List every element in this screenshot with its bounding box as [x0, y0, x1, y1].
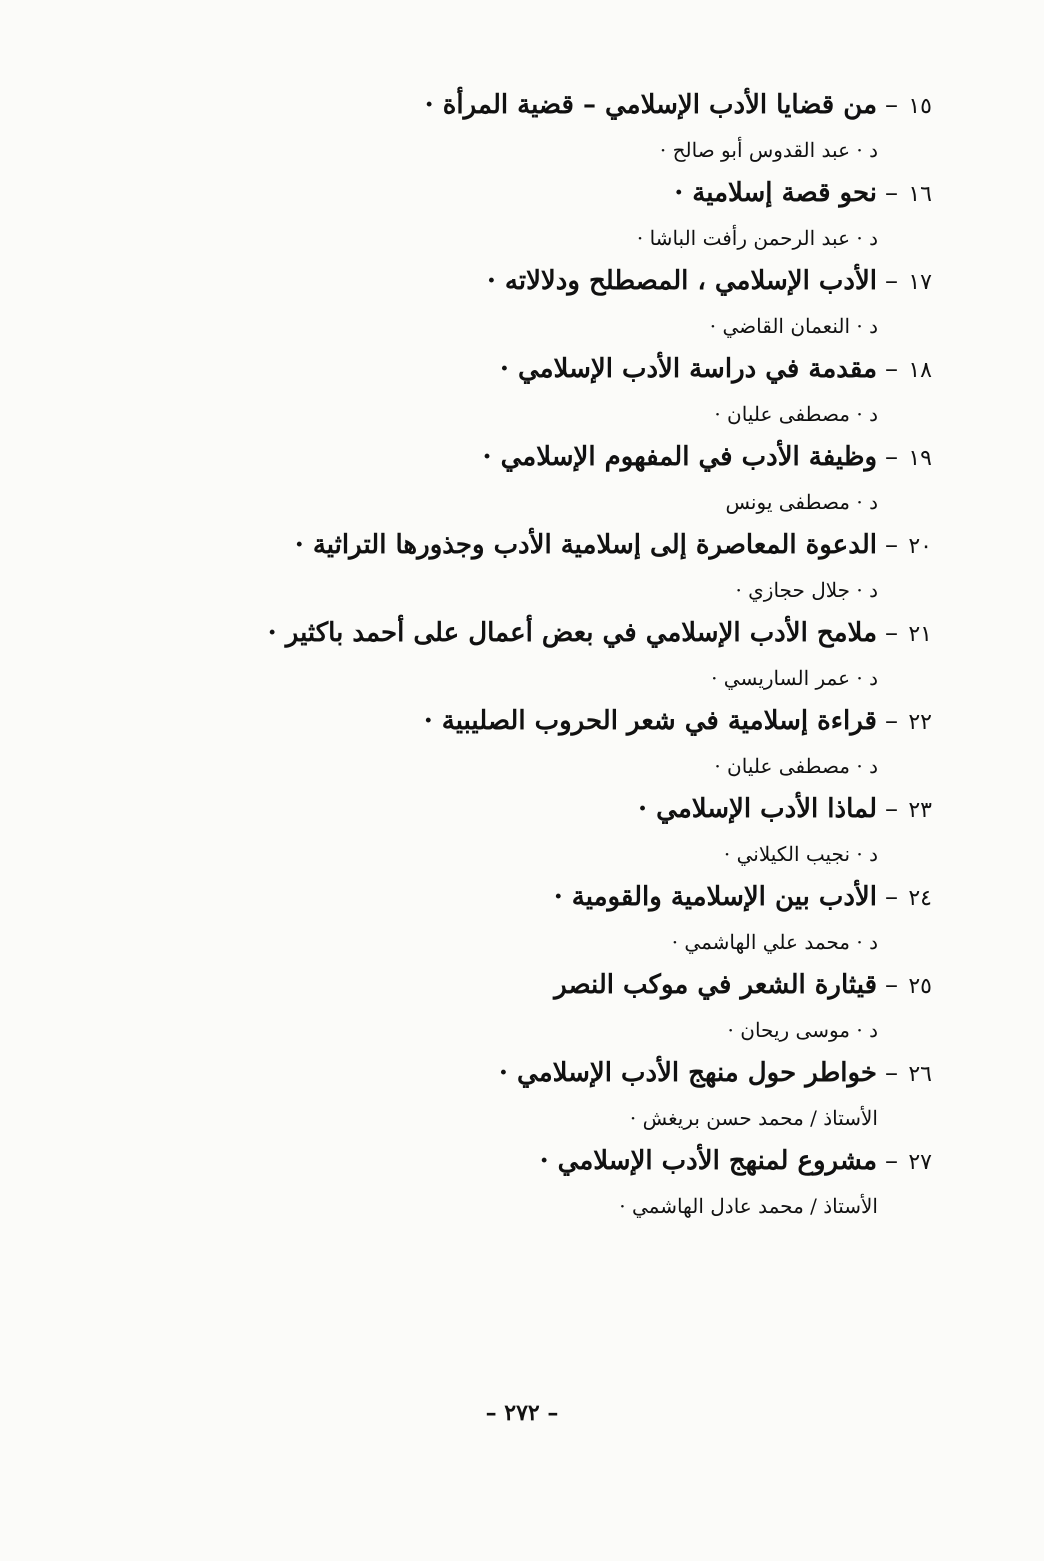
- list-item: [172, 436, 932, 524]
- list-item: [172, 700, 932, 788]
- entry-number: ٢٣: [908, 798, 932, 823]
- entry-number: ١٧: [908, 270, 932, 295]
- entry-title: وظيفة الأدب في المفهوم الإسلامي ·: [482, 442, 877, 472]
- entry-author: الأستاذ / محمد حسن بريغش ·: [629, 1106, 878, 1130]
- entry-number: ١٦: [908, 182, 932, 207]
- entry-number: ١٥: [908, 94, 932, 119]
- entry-number: ٢٧: [908, 1150, 932, 1175]
- list-item: [172, 260, 932, 348]
- list-item: [172, 348, 932, 436]
- entry-number: ١٨: [908, 358, 932, 383]
- entry-dash: –: [885, 90, 898, 120]
- entry-dash: –: [885, 1146, 898, 1176]
- entry-dash: –: [885, 530, 898, 560]
- entry-author: الأستاذ / محمد عادل الهاشمي ·: [619, 1194, 878, 1218]
- entry-title: ملامح الأدب الإسلامي في بعض أعمال على أحمد باكثير ·: [267, 618, 877, 648]
- entry-author: د · جلال حجازي ·: [735, 578, 878, 602]
- entry-title: خواطر حول منهج الأدب الإسلامي ·: [498, 1058, 877, 1088]
- entry-title: لماذا الأدب الإسلامي ·: [638, 794, 877, 824]
- entry-title: الأدب الإسلامي ، المصطلح ودلالاته ·: [486, 266, 877, 296]
- entry-dash: –: [885, 354, 898, 384]
- entry-author: د · مصطفى يونس: [725, 490, 878, 514]
- entry-author: د · عمر الساريسي ·: [711, 666, 878, 690]
- entry-author: د · نجيب الكيلاني ·: [723, 842, 878, 866]
- entry-title: الأدب بين الإسلامية والقومية ·: [553, 882, 877, 912]
- entry-number: ٢٦: [908, 1062, 932, 1087]
- list-item: [172, 788, 932, 876]
- entry-number: ٢٤: [908, 886, 932, 911]
- entry-number: ٢٠: [908, 534, 932, 559]
- entry-title: مشروع لمنهج الأدب الإسلامي ·: [539, 1146, 877, 1176]
- entry-dash: –: [885, 794, 898, 824]
- entry-author: د · النعمان القاضي ·: [709, 314, 878, 338]
- page-number: – ٢٧٢ –: [485, 1400, 559, 1426]
- list-item: [172, 612, 932, 700]
- entry-dash: –: [885, 442, 898, 472]
- entry-dash: –: [885, 266, 898, 296]
- entry-number: ٢١: [908, 622, 932, 647]
- entry-title: مقدمة في دراسة الأدب الإسلامي ·: [499, 354, 877, 384]
- entry-dash: –: [885, 1058, 898, 1088]
- list-item: [172, 84, 932, 172]
- entry-dash: –: [885, 178, 898, 208]
- entry-author: د · عبد الرحمن رأفت الباشا ·: [636, 226, 878, 250]
- bibliography-list: [172, 84, 932, 1228]
- entry-author: د · محمد علي الهاشمي ·: [671, 930, 878, 954]
- entry-author: د · موسى ريحان ·: [727, 1018, 878, 1042]
- entry-dash: –: [885, 882, 898, 912]
- list-item: [172, 964, 932, 1052]
- entry-author: د · عبد القدوس أبو صالح ·: [659, 138, 878, 162]
- entry-dash: –: [885, 970, 898, 1000]
- entry-dash: –: [885, 618, 898, 648]
- list-item: [172, 1052, 932, 1140]
- entry-author: د · مصطفى عليان ·: [714, 402, 878, 426]
- entry-title: من قضايا الأدب الإسلامي – قضية المرأة ·: [424, 90, 877, 120]
- entry-title: الدعوة المعاصرة إلى إسلامية الأدب وجذورها التراثية ·: [294, 530, 877, 560]
- entry-title: نحو قصة إسلامية ·: [674, 178, 877, 208]
- list-item: [172, 172, 932, 260]
- list-item: [172, 1140, 932, 1228]
- list-item: [172, 876, 932, 964]
- entry-number: ٢٥: [908, 974, 932, 999]
- list-item: [172, 524, 932, 612]
- entry-dash: –: [885, 706, 898, 736]
- entry-title: قراءة إسلامية في شعر الحروب الصليبية ·: [423, 706, 877, 736]
- entry-author: د · مصطفى عليان ·: [714, 754, 878, 778]
- entry-title: قيثارة الشعر في موكب النصر: [554, 970, 877, 1000]
- entry-number: ٢٢: [908, 710, 932, 735]
- entry-number: ١٩: [908, 446, 932, 471]
